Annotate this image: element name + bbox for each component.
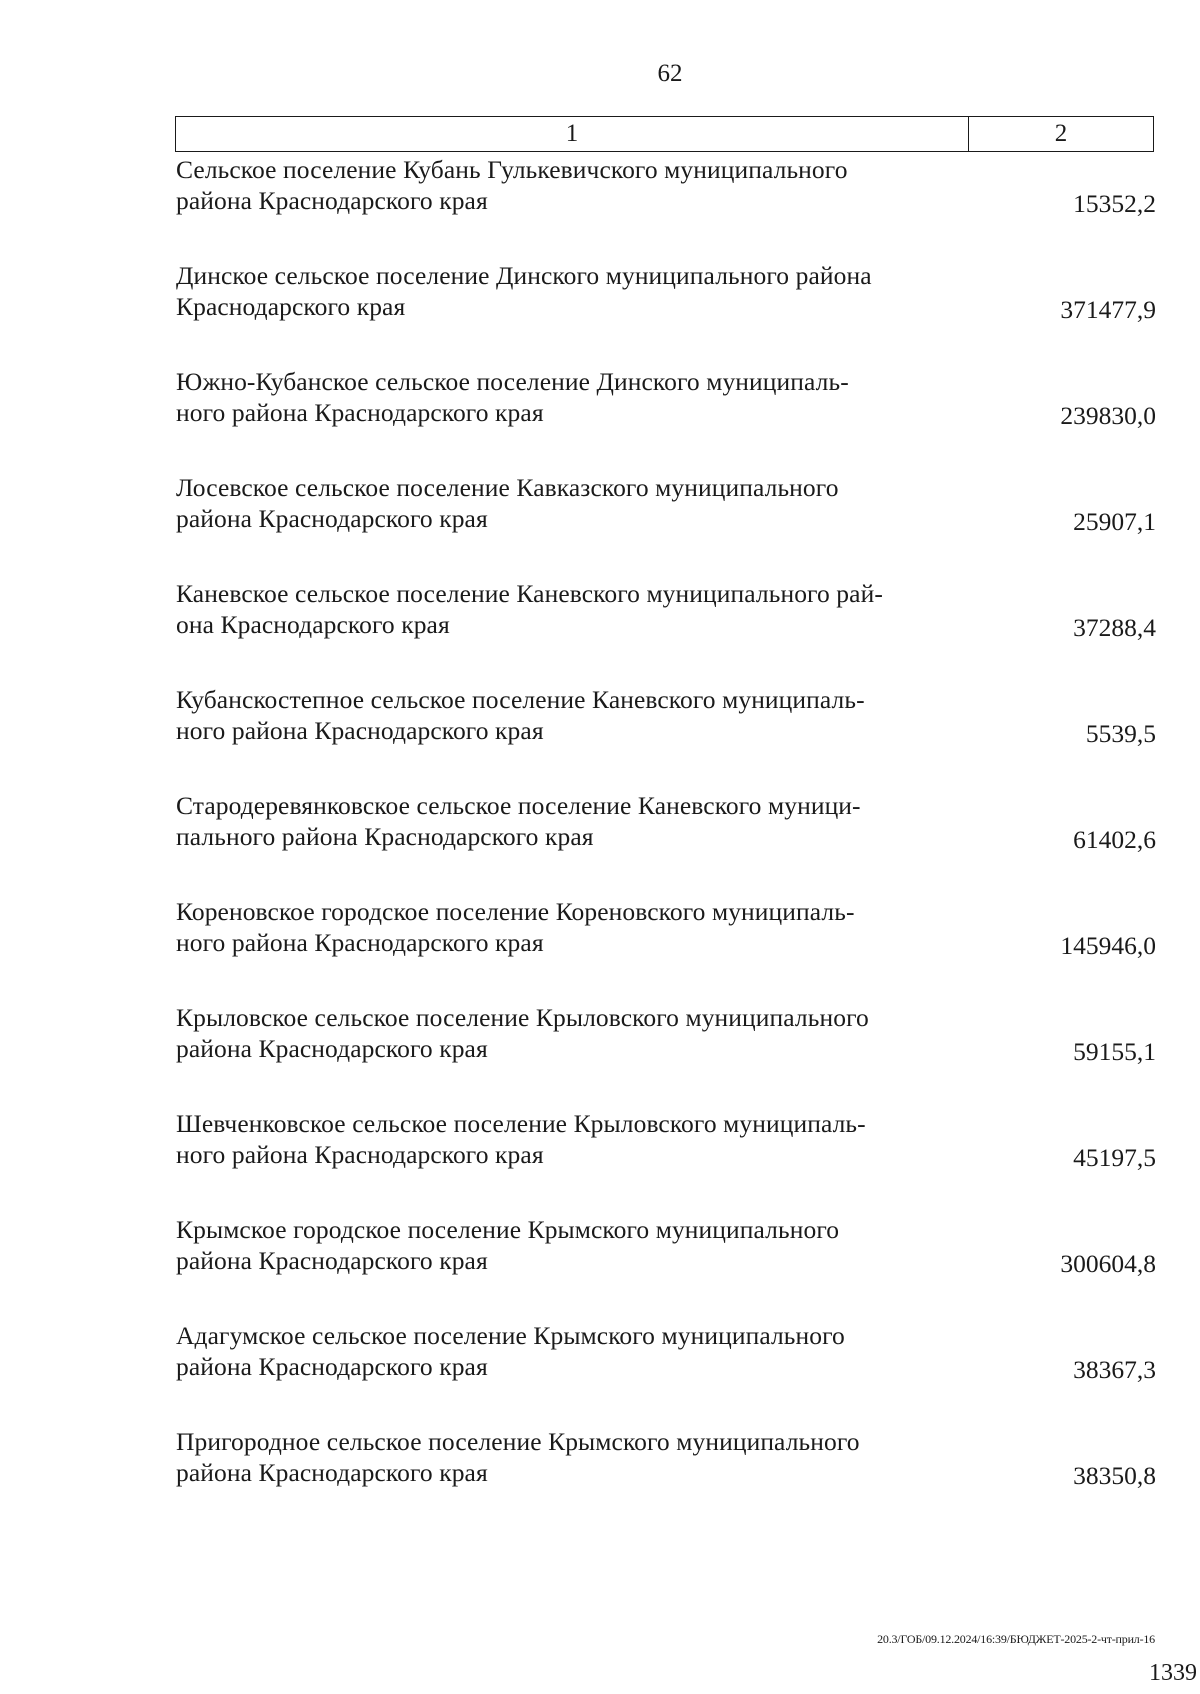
settlement-name: Пригородное сельское поселение Крымского муниципального района Краснодарского края <box>176 1427 860 1487</box>
settlement-name: Кубанскостепное сельское поселение Каневского муниципаль- ного района Краснодарского края <box>176 685 865 745</box>
table-row <box>176 790 1156 896</box>
amount-value: 37288,4 <box>1073 613 1156 642</box>
table-row <box>176 578 1156 684</box>
amount-value: 145946,0 <box>1060 931 1156 960</box>
settlement-name: Стародеревянковское сельское поселение Каневского муници- пального района Краснодарского края <box>176 791 861 851</box>
header-col-1: 1 <box>176 117 969 151</box>
settlement-name: Адагумское сельское поселение Крымского муниципального района Краснодарского края <box>176 1321 845 1381</box>
table-row <box>176 896 1156 1002</box>
table-row <box>176 1320 1156 1426</box>
settlement-name: Динское сельское поселение Динского муниципального района Краснодарского края <box>176 261 872 321</box>
amount-value: 300604,8 <box>1060 1249 1156 1278</box>
amount-value: 45197,5 <box>1073 1143 1156 1172</box>
table-row <box>176 472 1156 578</box>
document-code: 20.3/ГОБ/09.12.2024/16:39/БЮДЖЕТ-2025-2-чт-прил-16 <box>877 1632 1155 1646</box>
table-row <box>176 366 1156 472</box>
amount-value: 239830,0 <box>1060 401 1156 430</box>
settlement-name: Лосевское сельское поселение Кавказского муниципального района Краснодарского края <box>176 473 839 533</box>
table-row <box>176 1002 1156 1108</box>
settlement-name: Сельское поселение Кубань Гулькевичского муниципального района Краснодарского края <box>176 155 848 215</box>
table-row <box>176 1108 1156 1214</box>
amount-value: 38367,3 <box>1073 1355 1156 1384</box>
settlement-name: Крыловское сельское поселение Крыловского муниципального района Краснодарского края <box>176 1003 869 1063</box>
table-row <box>176 1214 1156 1320</box>
settlement-name: Крымское городское поселение Крымского муниципального района Краснодарского края <box>176 1215 840 1275</box>
settlement-name: Шевченковское сельское поселение Крыловского муниципаль- ного района Краснодарского края <box>176 1109 866 1169</box>
amount-value: 38350,8 <box>1073 1461 1156 1490</box>
table-row <box>176 1426 1156 1532</box>
table-body <box>176 154 1156 1532</box>
amount-value: 371477,9 <box>1060 295 1156 324</box>
header-col-2: 2 <box>1054 120 1068 147</box>
sheet-number: 1339 <box>1149 1660 1197 1686</box>
amount-value: 25907,1 <box>1073 507 1156 536</box>
table-row <box>176 154 1156 260</box>
amount-value: 5539,5 <box>1085 719 1156 748</box>
table-row <box>176 260 1156 366</box>
settlement-name: Южно-Кубанское сельское поселение Динского муниципаль- ного района Краснодарского края <box>176 367 849 427</box>
settlement-name: Кореновское городское поселение Кореновского муниципаль- ного района Краснодарского края <box>176 897 855 957</box>
amount-value: 61402,6 <box>1073 825 1156 854</box>
table-header <box>175 116 1154 152</box>
table-row <box>176 684 1156 790</box>
amount-value: 15352,2 <box>1073 189 1156 218</box>
amount-value: 59155,1 <box>1073 1037 1156 1066</box>
settlement-name: Каневское сельское поселение Каневского муниципального рай- она Краснодарского края <box>176 579 883 639</box>
page-number: 62 <box>657 60 683 87</box>
